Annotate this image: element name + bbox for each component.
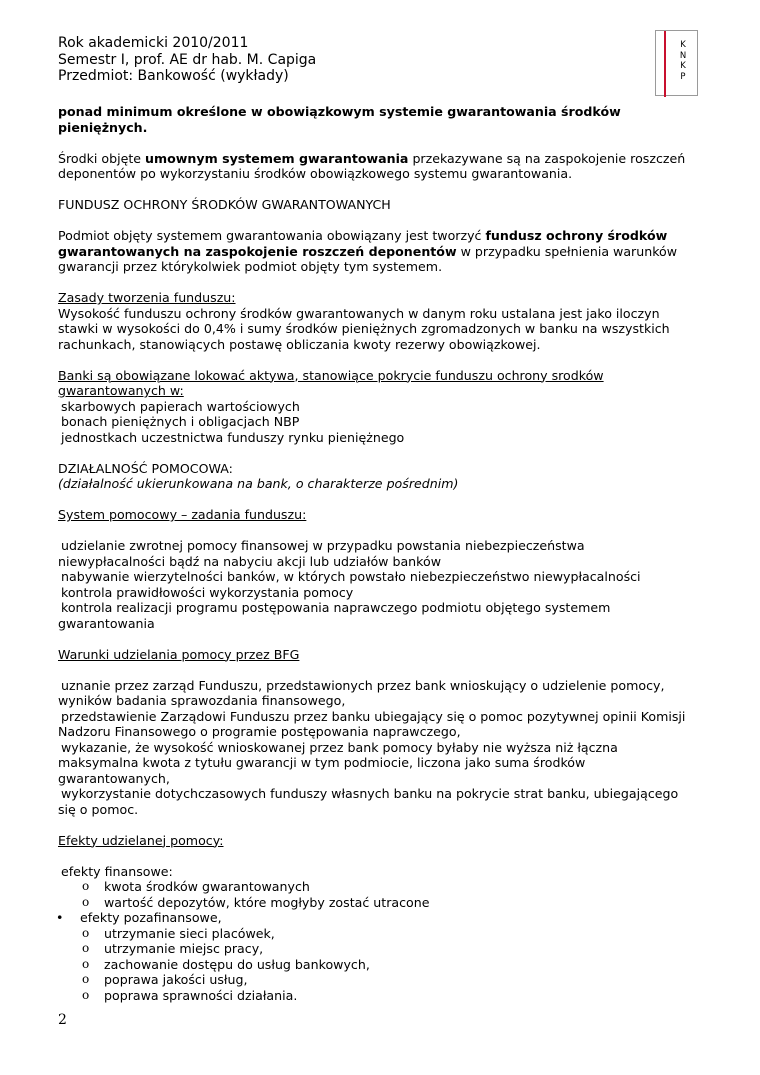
logo-letter: K xyxy=(680,40,686,50)
system-item: kontrola prawidłowości wykorzystania pomocy xyxy=(61,584,354,600)
efekty-sub-text: utrzymanie miejsc pracy, xyxy=(104,941,264,956)
circle-bullet-icon: o xyxy=(82,987,90,1002)
intro-line-2: pieniężnych. xyxy=(58,119,148,135)
system-item-cont: gwarantowania xyxy=(58,615,155,631)
lokowanie-section xyxy=(58,368,708,446)
system-heading: System pomocowy – zadania funduszu: xyxy=(58,507,307,522)
efekty-sub-item xyxy=(58,988,708,1004)
efekty-heading-line xyxy=(58,833,708,849)
efekty-finansowe-label: efekty finansowe: xyxy=(61,863,173,879)
umowny-bold: umownym systemem gwarantowania xyxy=(145,150,409,166)
lokowanie-item: bonach pieniężnych i obligacjach NBP xyxy=(61,414,300,429)
warunki-heading-line xyxy=(58,647,708,663)
logo-letter: N xyxy=(679,50,687,61)
zasady-section xyxy=(58,290,708,352)
podmiot-bold-2: gwarantowanych na zaspokojenie roszczeń deponentów xyxy=(58,243,457,259)
header-subject: Przedmiot: Bankowość (wykłady) xyxy=(58,68,289,84)
efekty-sub-text: wartość depozytów, które mogłyby zostać utracone xyxy=(104,894,430,910)
warunki-item: wykorzystanie dotychczasowych funduszy własnych banku na pokrycie strat banku, ubiegającego xyxy=(61,786,679,801)
podmiot-bold-1: fundusz ochrony środków xyxy=(485,228,668,243)
system-item: udzielanie zwrotnej pomocy finansowej w przypadku powstania niebezpieczeństwa xyxy=(61,538,585,553)
warunki-item-cont: maksymalna kwota z tytułu gwarancji w tym podmiocie, liczona jako suma środków xyxy=(58,755,586,770)
logo-letter: K xyxy=(680,61,686,71)
circle-bullet-icon: o xyxy=(82,941,90,955)
pomocowa-note: (działalność ukierunkowana na bank, o charakterze pośrednim) xyxy=(58,476,459,491)
system-item: kontrola realizacji programu postępowania naprawczego podmiotu objętego systemem xyxy=(61,600,611,615)
zasady-line: Wysokość funduszu ochrony środków gwarantowanych w danym roku ustalana jest jako iloczyn xyxy=(58,305,660,321)
warunki-item: wykazanie, że wysokość wnioskowanej przez bank pomocy byłaby nie wyższa niż łączna xyxy=(61,739,618,755)
logo-letter: P xyxy=(680,71,686,82)
efekty-list xyxy=(58,864,708,1004)
umowny-line-2: deponentów po wykorzystaniu środków obowiązkowego systemu gwarantowania. xyxy=(58,166,573,181)
efekty-sub-text: poprawa jakości usług, xyxy=(104,972,248,987)
intro-paragraph xyxy=(58,104,708,135)
document-header xyxy=(58,35,316,85)
efekty-heading: Efekty udzielanej pomocy: xyxy=(58,832,224,848)
podmiot-text-d: w przypadku spełnienia warunków xyxy=(456,243,678,259)
podmiot-line-3: gwarancji przez którykolwiek podmiot objęty tym systemem. xyxy=(58,259,443,274)
efekty-sub-text: kwota środków gwarantowanych xyxy=(104,879,310,894)
zasady-line: rachunkach, stanowiących postawę obliczania kwoty rezerwy obowiązkowej. xyxy=(58,336,541,352)
efekty-sub-item xyxy=(58,895,708,911)
efekty-sub-item xyxy=(58,941,708,957)
circle-bullet-icon: o xyxy=(82,972,90,986)
efekty-sub-text: poprawa sprawności działania. xyxy=(104,987,298,1003)
logo-red-bar xyxy=(664,31,666,97)
umowny-text-a: Środki objęte xyxy=(58,150,146,166)
system-item: nabywanie wierzytelności banków, w których powstało niebezpieczeństwo niewypłacalności xyxy=(61,569,641,584)
podmiot-paragraph xyxy=(58,228,708,275)
efekty-sub-item xyxy=(58,879,708,895)
podmiot-text-a: Podmiot objęty systemem gwarantowania obowiązany jest tworzyć xyxy=(58,228,486,243)
system-items xyxy=(58,538,708,631)
umowny-text-c: przekazywane są na zaspokojenie roszczeń xyxy=(408,150,686,166)
logo-letters xyxy=(678,40,688,82)
circle-bullet-icon: o xyxy=(82,925,90,940)
warunki-item-cont: się o pomoc. xyxy=(58,801,139,817)
fundusz-heading: FUNDUSZ OCHRONY ŚRODKÓW GWARANTOWANYCH xyxy=(58,197,391,212)
lokowanie-item: jednostkach uczestnictwa funduszy rynku pieniężnego xyxy=(61,429,405,445)
system-item-cont: niewypłacalności bądź na nabyciu akcji lub udziałów banków xyxy=(58,553,442,569)
intro-line-1: ponad minimum określone w obowiązkowym systemie gwarantowania środków xyxy=(58,104,621,119)
pomocowa-section xyxy=(58,461,708,492)
zasady-heading: Zasady tworzenia funduszu: xyxy=(58,290,236,305)
lokowanie-item: skarbowych papierach wartościowych xyxy=(61,398,300,414)
lokowanie-heading-1: Banki są obowiązane lokować aktywa, stanowiące pokrycie funduszu ochrony srodków xyxy=(58,367,604,383)
header-academic-year: Rok akademicki 2010/2011 xyxy=(58,35,249,51)
umowny-paragraph xyxy=(58,151,708,182)
page-number: 2 xyxy=(58,1012,67,1028)
header-semester: Semestr I, prof. AE dr hab. M. Capiga xyxy=(58,51,317,68)
warunki-item-cont: wyników badania sprawozdania finansowego, xyxy=(58,693,346,708)
warunki-heading: Warunki udzielania pomocy przez BFG xyxy=(58,646,300,662)
efekty-sub-item xyxy=(58,957,708,973)
circle-bullet-icon: o xyxy=(82,956,90,971)
warunki-item-cont: Nadzoru Finansowego o programie postępowania naprawczego, xyxy=(58,724,461,739)
efekty-sub-text: utrzymanie sieci placówek, xyxy=(104,925,275,941)
efekty-sub-text: zachowanie dostępu do usług bankowych, xyxy=(104,956,370,972)
warunki-items xyxy=(58,678,708,818)
knkp-logo xyxy=(655,30,698,96)
bullet-icon: • xyxy=(56,910,64,925)
lokowanie-heading-2: gwarantowanych w: xyxy=(58,383,184,398)
efekty-sub-item xyxy=(58,972,708,988)
zasady-line: stawki w wysokości do 0,4% i sumy środków pieniężnych zgromadzonych w banku na wszystkich xyxy=(58,321,670,336)
pomocowa-heading: DZIAŁALNOŚĆ POMOCOWA: xyxy=(58,460,233,476)
circle-bullet-icon: o xyxy=(82,879,90,893)
warunki-item: przedstawienie Zarządowi Funduszu przez banku ubiegający się o pomoc pozytywnej opinii Komisji xyxy=(61,708,686,724)
warunki-item: uznanie przez zarząd Funduszu, przedstawionych przez bank wnioskujący o udzielenie pomocy, xyxy=(61,677,665,693)
efekty-pozafin-item xyxy=(58,910,708,926)
system-heading-line xyxy=(58,507,708,523)
document-body xyxy=(58,104,708,1003)
warunki-item-cont: gwarantowanych, xyxy=(58,770,170,786)
circle-bullet-icon: o xyxy=(82,894,90,909)
efekty-pozafin-label: efekty pozafinansowe, xyxy=(80,910,222,925)
efekty-sub-item xyxy=(58,926,708,942)
